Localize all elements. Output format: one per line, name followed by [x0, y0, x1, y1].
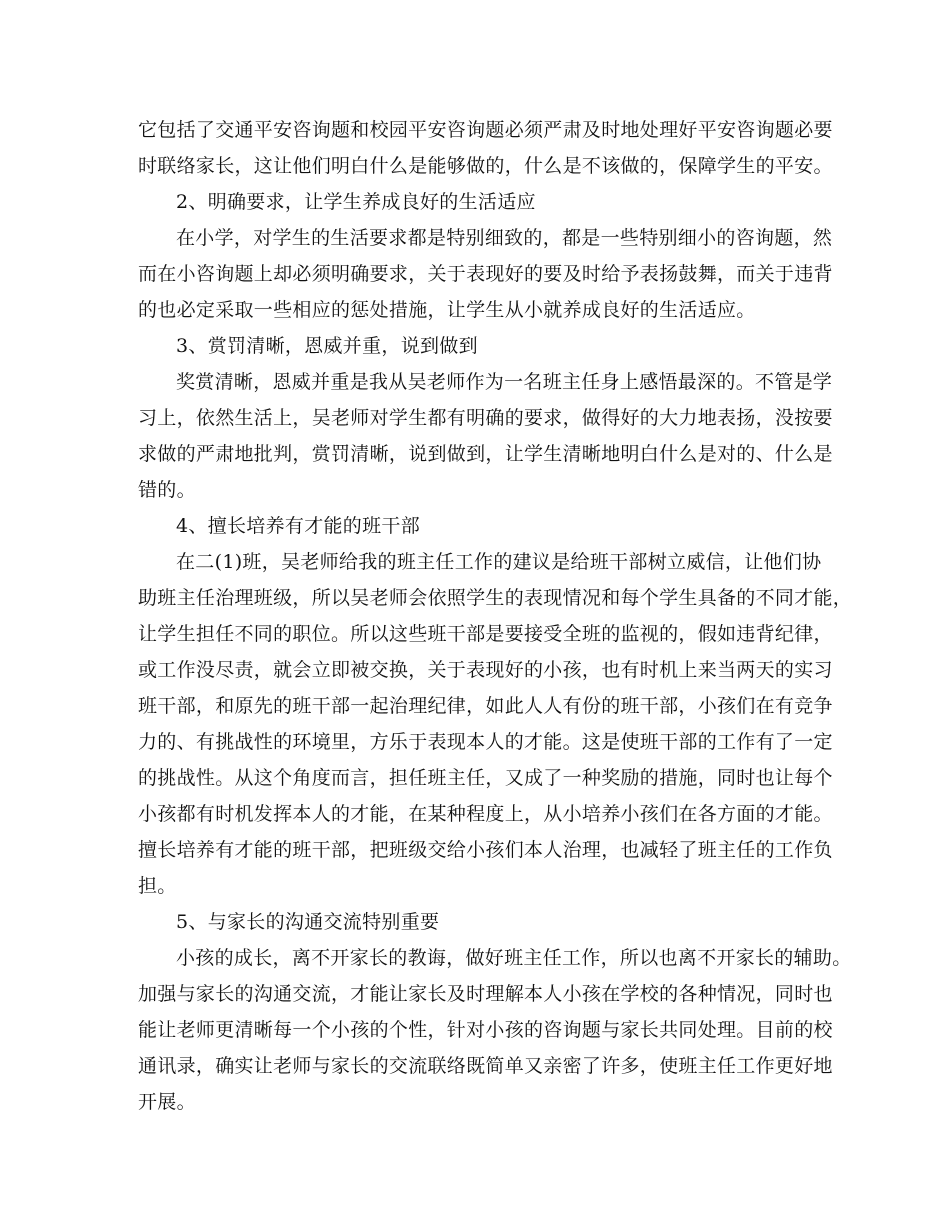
- paragraph-line: 或工作没尽责，就会立即被交换，关于表现好的小孩，也有时机上来当两天的实习: [138, 659, 833, 681]
- paragraph-line: 奖赏清晰，恩威并重是我从吴老师作为一名班主任身上感悟最深的。不管是学: [176, 371, 833, 393]
- paragraph-line: 担。: [138, 875, 177, 897]
- paragraph-line: 助班主任治理班级，所以吴老师会依照学生的表现情况和每个学生具备的不同才能，: [138, 587, 853, 609]
- paragraph-line: 力的、有挑战性的环境里，方乐于表现本人的才能。这是使班干部的工作有了一定: [138, 731, 833, 753]
- paragraph-line: 的挑战性。从这个角度而言，担任班主任，又成了一种奖励的措施，同时也让每个: [138, 767, 833, 789]
- paragraph-line: 加强与家长的沟通交流，才能让家长及时理解本人小孩在学校的各种情况，同时也: [138, 983, 833, 1005]
- paragraph-line: 擅长培养有才能的班干部，把班级交给小孩们本人治理，也减轻了班主任的工作负: [138, 839, 833, 861]
- paragraph-line: 习上，依然生活上，吴老师对学生都有明确的要求，做得好的大力地表扬，没按要: [138, 407, 833, 429]
- paragraph-line: 通讯录，确实让老师与家长的交流联络既简单又亲密了许多，使班主任工作更好地: [138, 1055, 833, 1077]
- section-heading: 3、赏罚清晰，恩威并重，说到做到: [176, 335, 478, 357]
- paragraph-line: 在二(1)班，吴老师给我的班主任工作的建议是给班干部树立威信，让他们协: [176, 551, 822, 573]
- section-heading: 5、与家长的沟通交流特别重要: [176, 911, 440, 933]
- paragraph-line: 班干部，和原先的班干部一起治理纪律，如此人人有份的班干部，小孩们在有竞争: [138, 695, 833, 717]
- paragraph-line: 的也必定采取一些相应的惩处措施，让学生从小就养成良好的生活适应。: [138, 299, 756, 321]
- paragraph-line: 求做的严肃地批判，赏罚清晰，说到做到，让学生清晰地明白什么是对的、什么是: [138, 443, 833, 465]
- paragraph-line: 错的。: [138, 479, 196, 501]
- section-heading: 2、明确要求，让学生养成良好的生活适应: [176, 191, 536, 213]
- paragraph-line: 小孩都有时机发挥本人的才能，在某种程度上，从小培养小孩们在各方面的才能。: [138, 803, 833, 825]
- section-heading: 4、擅长培养有才能的班干部: [176, 515, 420, 537]
- paragraph-line: 让学生担任不同的职位。所以这些班干部是要接受全班的监视的，假如违背纪律，: [138, 623, 833, 645]
- paragraph-line: 它包括了交通平安咨询题和校园平安咨询题必须严肃及时地处理好平安咨询题必要: [138, 119, 833, 141]
- paragraph-line: 开展。: [138, 1091, 196, 1113]
- paragraph-line: 时联络家长，这让他们明白什么是能够做的，什么是不该做的，保障学生的平安。: [138, 155, 833, 177]
- paragraph-line: 在小学，对学生的生活要求都是特别细致的，都是一些特别细小的咨询题，然: [176, 227, 833, 249]
- paragraph-line: 小孩的成长，离不开家长的教诲，做好班主任工作，所以也离不开家长的辅助。: [176, 947, 852, 969]
- paragraph-line: 能让老师更清晰每一个小孩的个性，针对小孩的咨询题与家长共同处理。目前的校: [138, 1019, 833, 1041]
- paragraph-line: 而在小咨询题上却必须明确要求，关于表现好的要及时给予表扬鼓舞，而关于违背: [138, 263, 833, 285]
